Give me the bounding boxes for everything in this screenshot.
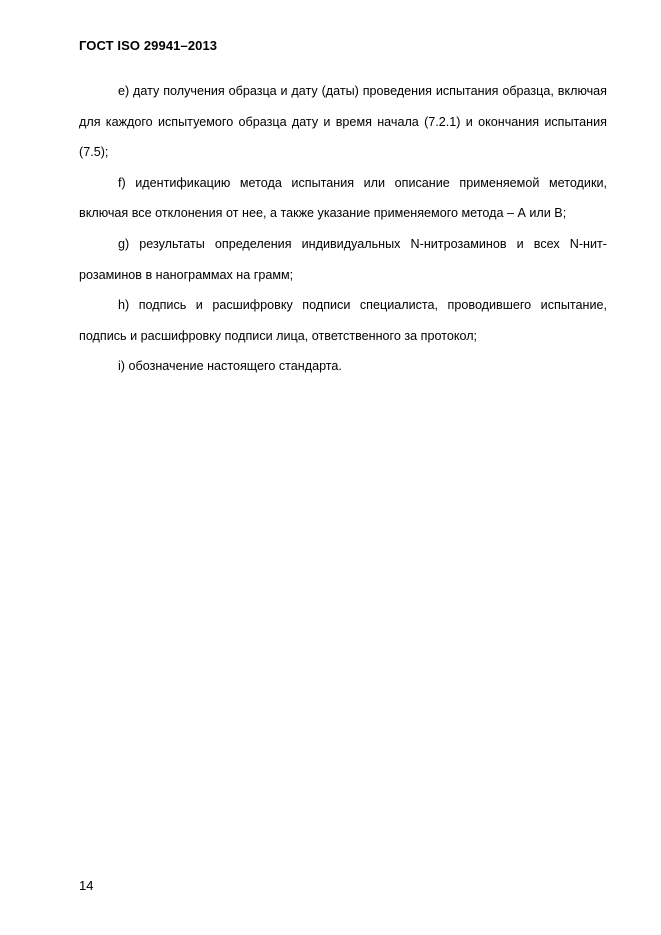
list-item-g: g) результаты определения индивидуальных N-нитрозаминов и всех N-нит-розаминов в нанограммах на грамм;	[79, 236, 607, 282]
list-item-f: f) идентификацию метода испытания или описание применяемой методики, включая все отклонения от нее, а также указание применяемого метода – А или В;	[79, 175, 607, 221]
list-item-i: i) обозначение настоящего стандарта.	[118, 359, 342, 374]
list-item-h: h) подпись и расшифровку подписи специалиста, проводившего испытание, подпись и расшифровку подписи лица, ответственного за протокол;	[79, 298, 607, 343]
document-header: ГОСТ ISO 29941–2013	[79, 38, 218, 53]
page-number: 14	[79, 878, 94, 893]
list-item-e: e) дату получения образца и дату (даты) проведения испытания образца, включая для каждого испытуемого образца дату и время начала (7.2.1) и окончания испытания (7.5);	[79, 84, 607, 160]
document-body	[79, 76, 607, 382]
